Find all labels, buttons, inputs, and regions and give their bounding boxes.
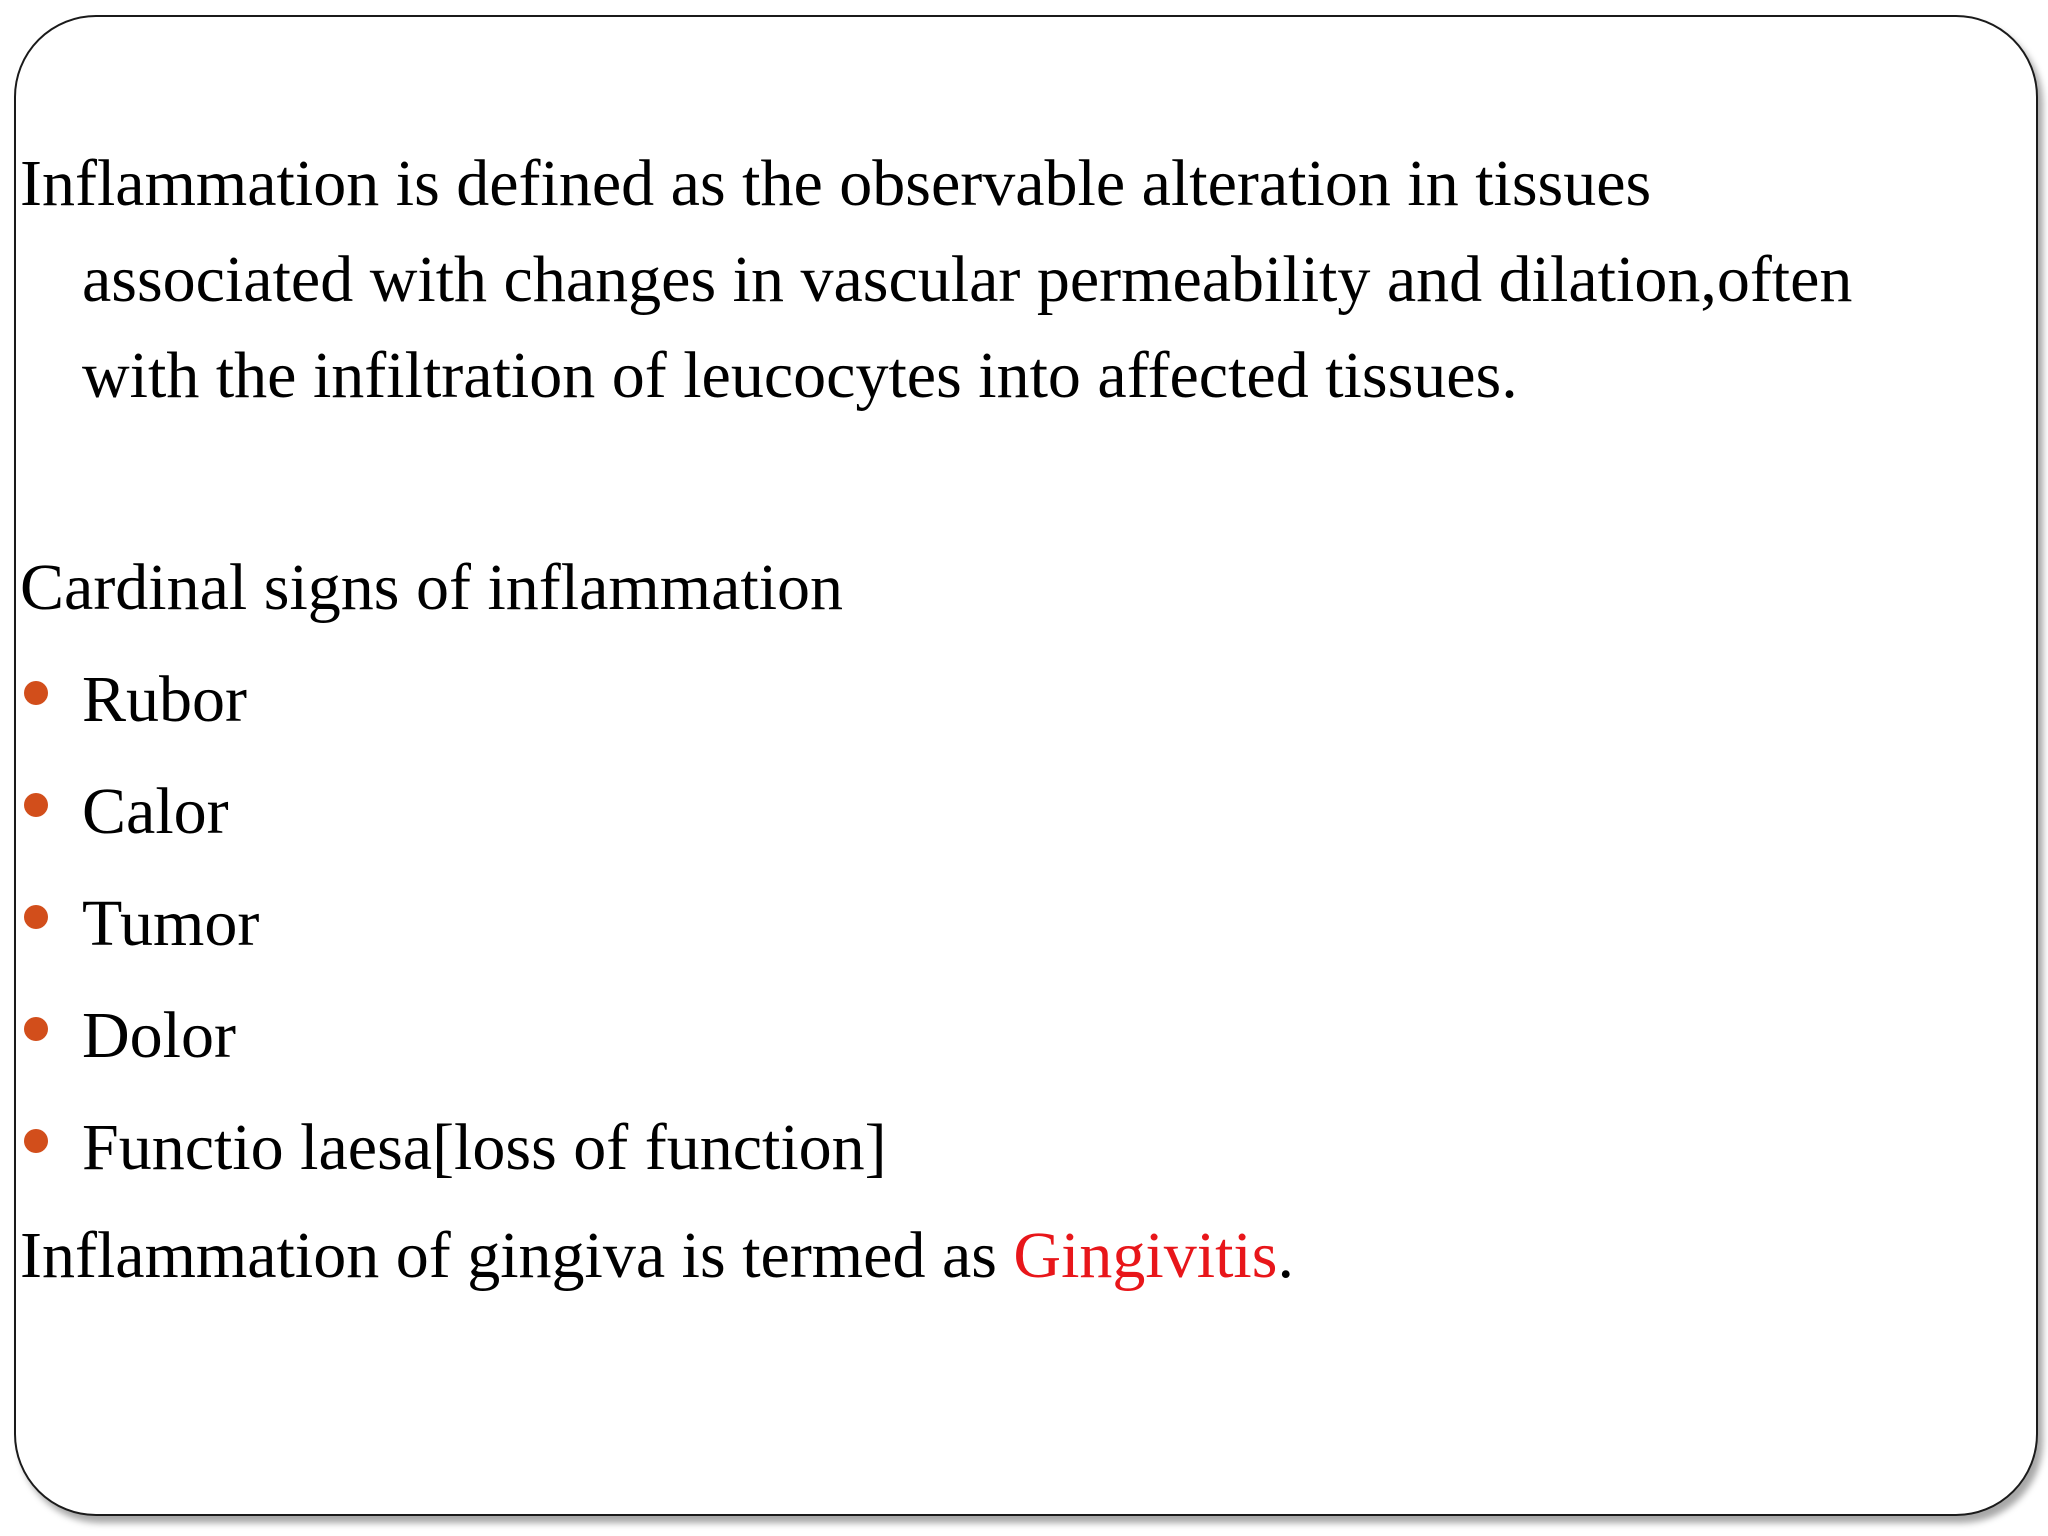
bullet-dot-icon [24,681,48,705]
closing-suffix: . [1277,1219,1294,1292]
closing-statement [20,1219,1294,1292]
definition-line-1: Inflammation is defined as the observable alteration in tissues [20,147,1652,220]
definition-paragraph [20,136,2020,424]
bullet-dot-icon [24,793,48,817]
list-item-label: Functio laesa[loss of function] [82,1111,887,1184]
list-item-label: Calor [82,775,229,848]
list-item-label: Tumor [82,887,260,960]
list-item-label: Rubor [82,663,247,736]
cardinal-signs-heading: Cardinal signs of inflammation [20,551,844,624]
list-item-label: Dolor [82,999,236,1072]
closing-prefix: Inflammation of gingiva is termed as [20,1219,1014,1292]
definition-line-3: with the infiltration of leucocytes into affected tissues. [82,339,1518,412]
gingivitis-term: Gingivitis [1013,1219,1278,1292]
definition-line-2: associated with changes in vascular permeability and dilation,often [82,243,1853,316]
bullet-dot-icon [24,1017,48,1041]
bullet-dot-icon [24,905,48,929]
bullet-dot-icon [24,1129,48,1153]
